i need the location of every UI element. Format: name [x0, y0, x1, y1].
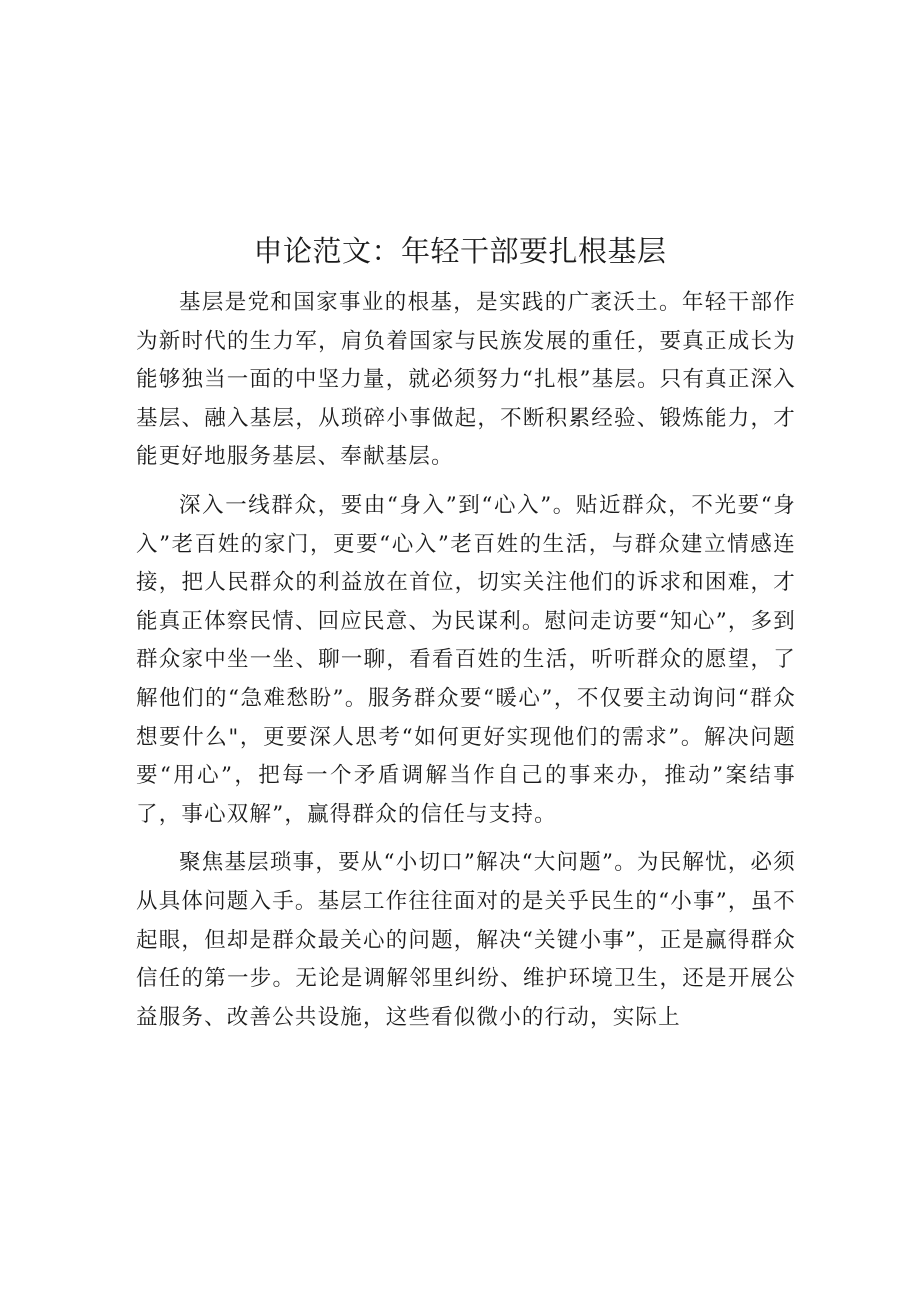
paragraph-1: 基层是党和国家事业的根基，是实践的广袤沃土。年轻干部作为新时代的生力军，肩负着国家与民族发展的重任，要真正成长为能够独当一面的中坚力量，就必须努力“扎根”基层。只有真正深入基层、融入基层，从琐碎小事做起，不断积累经验、锻炼能力，才能更好地服务基层、奉献基层。 [136, 290, 796, 470]
paragraph-3: 聚焦基层琐事，要从“小切口”解决“大问题”。为民解忧，必须从具体问题入手。基层工作往往面对的是关乎民生的“小事”，虽不起眼，但却是群众最关心的问题，解决“关键小事”，正是赢得群众信任的第一步。无论是调解邻里纠纷、维护环境卫生，还是开展公益服务、改善公共设施，这些看似微小的行动，实际上 [136, 850, 796, 1030]
document-title: 申论范文：年轻干部要扎根基层 [253, 234, 667, 268]
paragraph-2: 深入一线群众，要由“身入”到“心入”。贴近群众，不光要“身入”老百姓的家门，更要“心入”老百姓的生活，与群众建立情感连接，把人民群众的利益放在首位，切实关注他们的诉求和困难，才能真正体察民情、回应民意、为民谋利。慰问走访要“知心”，多到群众家中坐一坐、聊一聊，看看百姓的生活，听听群众的愿望，了解他们的“急难愁盼”。服务群众要“暖心”，不仅要主动询问“群众想要什么"，更要深人思考“如何更好实现他们的需求”。解决问题要“用心”，把每一个矛盾调解当作自己的事来办，推动”案结事了，事心双解”，赢得群众的信任与支持。 [136, 492, 796, 827]
document-body [136, 284, 796, 1047]
